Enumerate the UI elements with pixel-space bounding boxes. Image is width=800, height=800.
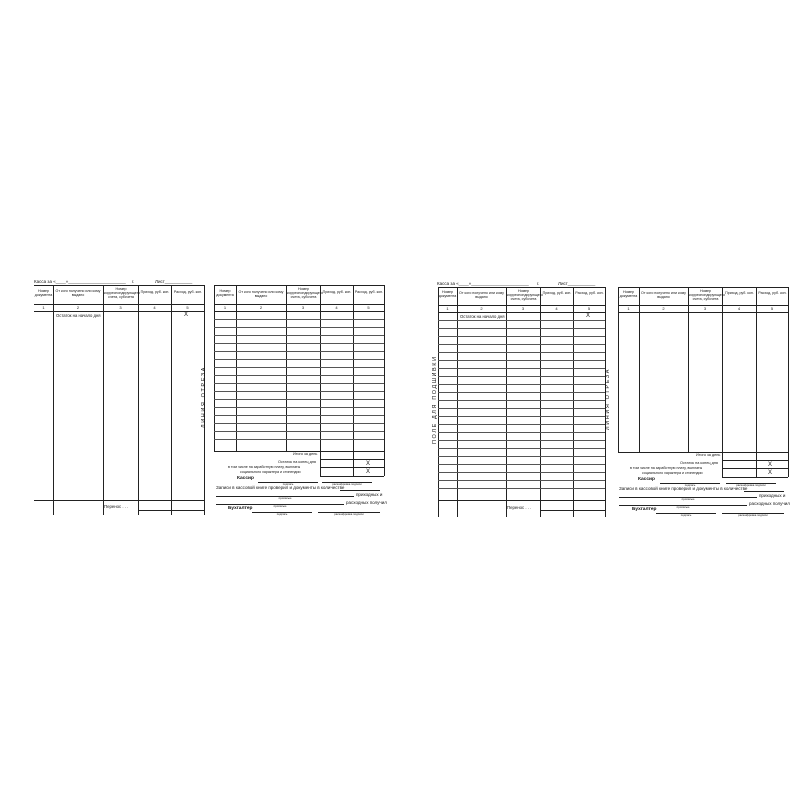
col-header-expense: Расход, руб. коп. bbox=[354, 290, 384, 294]
signature-caption: подпись bbox=[684, 483, 696, 487]
decode-caption: расшифровка подписи bbox=[332, 482, 362, 486]
col-header-from-whom: От кого получено или кому выдано bbox=[55, 289, 101, 298]
col-num: 3 bbox=[119, 305, 122, 310]
col-header-doc-number: Номер документа bbox=[438, 290, 457, 299]
col-header-account: Номер корреспондирующего счета, субсчета bbox=[507, 289, 544, 302]
cashier-label: Кассир bbox=[237, 476, 254, 481]
col-num: 1 bbox=[627, 306, 630, 311]
col-num: 5 bbox=[587, 306, 591, 311]
col-num: 4 bbox=[555, 306, 558, 311]
total-day-label: Итого за день bbox=[293, 452, 318, 456]
col-num: 2 bbox=[76, 305, 80, 310]
col-header-from-whom: От кого получено или кому выдано bbox=[238, 290, 284, 299]
incoming-label: приходных и bbox=[356, 492, 383, 497]
col-num: 5 bbox=[770, 306, 774, 311]
outgoing-label: расходных получил bbox=[749, 501, 790, 506]
kassa-date-label: Касса за «____»_______________________ bbox=[34, 279, 126, 284]
salary-line2: социального характера и стипендии bbox=[240, 470, 301, 474]
carry-over-label: Перенос . . . bbox=[104, 504, 129, 509]
carry-over-label: Перенос . . . bbox=[507, 505, 532, 510]
col-header-account: Номер корреспондирующего счета, субсчета bbox=[689, 289, 726, 302]
col-num: 3 bbox=[301, 305, 305, 310]
binding-field-label: ПОЛЕ ДЛЯ ПОДШИВКИ bbox=[432, 355, 438, 444]
col-num: 4 bbox=[153, 305, 156, 310]
x-mark: X bbox=[366, 469, 371, 475]
col-num: 5 bbox=[186, 305, 189, 310]
balance-end-label: Остаток на конец дня bbox=[278, 460, 316, 464]
col-num: 2 bbox=[662, 306, 665, 311]
words-caption: прописью bbox=[278, 496, 292, 500]
salary-line1: в том числе на заработную плату, выплаты bbox=[630, 466, 703, 470]
words-caption: прописью bbox=[676, 505, 690, 509]
records-checked-label: Записи в кассовой книге проверил и документы в количестве bbox=[619, 486, 748, 491]
outgoing-label: расходных получил bbox=[346, 500, 387, 505]
x-mark: X bbox=[366, 461, 371, 467]
accountant-label: Бухгалтер bbox=[632, 507, 657, 512]
words-caption: прописью bbox=[273, 504, 287, 508]
x-mark: X bbox=[768, 470, 773, 476]
cut-line-label: ЛИНИЯ ОТРЕЗА bbox=[201, 365, 207, 428]
col-header-doc-number: Номер документа bbox=[619, 290, 638, 299]
decode-caption: расшифровка подписи bbox=[736, 483, 766, 487]
col-header-income: Приход, руб. коп. bbox=[542, 291, 572, 295]
cashier-label: Кассир bbox=[638, 477, 655, 482]
salary-line2: социального характера и стипендии bbox=[642, 471, 703, 475]
col-header-expense: Расход, руб. коп. bbox=[758, 291, 787, 295]
x-mark: X bbox=[768, 462, 773, 468]
col-header-from-whom: От кого получено или кому выдано bbox=[459, 291, 504, 300]
col-header-account: Номер корреспондирующего счета, субсчета bbox=[287, 287, 324, 300]
cut-line-label: ЛИНИЯ ОТРЕЗА bbox=[605, 367, 611, 430]
words-caption: прописью bbox=[681, 497, 695, 501]
col-num: 3 bbox=[703, 306, 707, 311]
col-header-expense: Расход, руб. коп. bbox=[173, 290, 203, 294]
signature-caption: подпись bbox=[680, 513, 692, 517]
accountant-label: Бухгалтер bbox=[228, 506, 253, 511]
col-header-account: Номер корреспондирующего счета, субсчета bbox=[104, 287, 141, 300]
decode-caption: расшифровка подписи bbox=[334, 512, 364, 516]
total-day-label: Итого за день bbox=[696, 453, 721, 457]
x-mark: X bbox=[586, 313, 591, 319]
balance-start-label: Остаток на начало дня bbox=[56, 313, 101, 318]
sheet-label: Лист___________ bbox=[155, 279, 193, 284]
col-num: 2 bbox=[480, 306, 483, 311]
records-checked-label: Записи в кассовой книге проверил и документы в количестве bbox=[216, 485, 345, 490]
col-header-from-whom: От кого получено или кому выдано bbox=[641, 291, 686, 300]
salary-line1: в том числе на заработную плату, выплаты bbox=[228, 465, 301, 469]
sheet-label: Лист___________ bbox=[558, 281, 596, 286]
col-header-doc-number: Номер документа bbox=[216, 289, 234, 298]
x-mark: X bbox=[184, 312, 189, 318]
col-header-doc-number: Номер документа bbox=[34, 289, 53, 298]
balance-end-label: Остаток на конец дня bbox=[680, 461, 718, 465]
col-num: 3 bbox=[521, 306, 525, 311]
kassa-date-label: Касса за «____»_______________________ bbox=[437, 281, 529, 286]
col-num: 2 bbox=[259, 305, 263, 310]
col-header-income: Приход, руб. коп. bbox=[322, 290, 352, 294]
signature-caption: подпись bbox=[276, 512, 288, 516]
col-header-income: Приход, руб. коп. bbox=[140, 290, 170, 294]
col-num: 5 bbox=[367, 305, 370, 310]
col-header-expense: Расход, руб. коп. bbox=[575, 291, 604, 295]
col-num: 4 bbox=[335, 305, 338, 310]
balance-start-label: Остаток на начало дня bbox=[460, 314, 505, 319]
decode-caption: расшифровка подписи bbox=[738, 513, 768, 517]
col-header-income: Приход, руб. коп. bbox=[725, 291, 754, 295]
signature-caption: подпись bbox=[282, 482, 294, 486]
col-num: 4 bbox=[737, 306, 741, 311]
incoming-label: приходных и bbox=[759, 493, 786, 498]
year-suffix: г. bbox=[537, 281, 540, 286]
col-num: 1 bbox=[42, 305, 45, 310]
year-suffix: г. bbox=[132, 279, 135, 284]
col-num: 1 bbox=[446, 306, 449, 311]
col-num: 1 bbox=[223, 305, 227, 310]
